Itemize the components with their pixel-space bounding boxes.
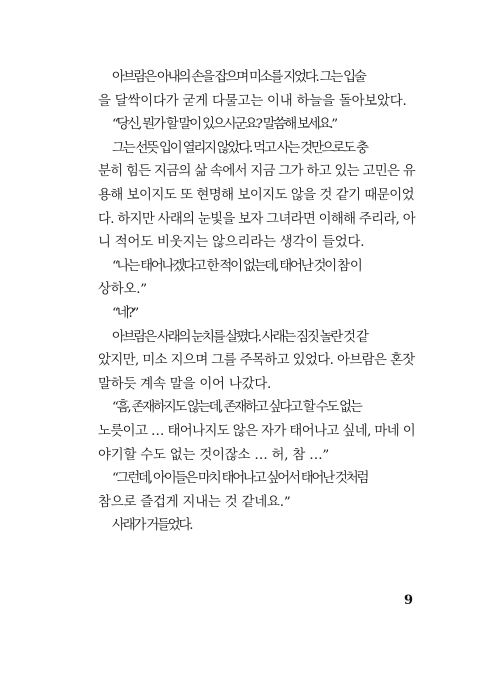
text-line: 상하오.”: [98, 282, 147, 298]
text-line: 분히 힘든 지금의 삶 속에서 지금 그가 하고 있는 고민은 유: [98, 164, 415, 180]
text-line: 을 달싹이다가 굳게 다물고는 이내 하늘을 돌아보았다.: [98, 93, 407, 109]
paragraph: [98, 514, 414, 538]
text-line: 말하듯 계속 말을 이어 나갔다.: [98, 376, 272, 392]
text-line: 다. 하지만 사래의 눈빛을 보자 그녀라면 이해해 주리라, 아: [98, 211, 415, 227]
page-number: 9: [404, 593, 414, 608]
text-line: 노릇이고 … 태어나지도 않은 자가 태어나고 싶네, 마네 이: [98, 423, 416, 439]
body-text: [98, 66, 414, 538]
paragraph: [98, 396, 414, 467]
text-line: 아브람은 사래의 눈치를 살폈다. 사래는 짐짓 놀란 것 같: [112, 329, 367, 345]
paragraph: [98, 302, 414, 326]
paragraph: [98, 137, 414, 255]
paragraph: [98, 467, 414, 514]
paragraph: [98, 113, 414, 137]
text-line: 참으로 즐겁게 지내는 것 같네요.”: [98, 494, 291, 510]
paragraph: [98, 326, 414, 397]
text-line: 그는 선뜻 입이 열리지 않았다. 먹고 사는 것만으로도 충: [112, 140, 367, 156]
text-line: 야기할 수도 없는 것이잖소 … 허, 참 …”: [98, 447, 330, 463]
text-line: 았지만, 미소 지으며 그를 주목하고 있었다. 아브람은 혼잣: [98, 353, 415, 369]
text-line: 용해 보이지도 또 현명해 보이지도 않을 것 같기 때문이었: [98, 187, 415, 203]
text-line: “네?”: [112, 305, 138, 321]
text-line: “나는 태어나겠다고 한 적이 없는데, 태어난 것이 참 이: [112, 258, 361, 274]
text-line: 아브람은 아내의 손을 잡으며 미소를 지었다. 그는 입술: [112, 70, 365, 85]
text-line: “당신, 뭔가 할 말이 있으시군요? 말씀해 보세요.”: [112, 117, 336, 133]
text-line: 사래가 거들었다.: [112, 518, 192, 534]
text-line: 니 적어도 비웃지는 않으리라는 생각이 들었다.: [98, 235, 365, 251]
paragraph: [98, 66, 414, 113]
text-line: “그런데, 아이들은 마치 태어나고 싶어서 태어난 것처럼: [112, 471, 368, 487]
text-line: “흠, 존재하지도 않는데, 존재하고 싶다고 할 수도 없는: [112, 400, 361, 416]
paragraph: [98, 255, 414, 302]
